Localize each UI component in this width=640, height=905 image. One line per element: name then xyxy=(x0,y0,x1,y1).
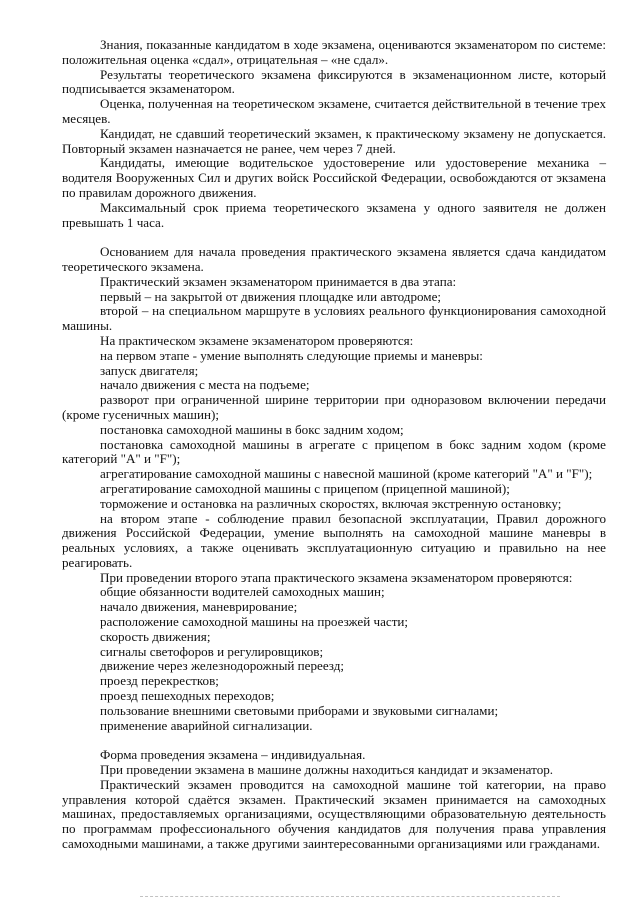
paragraph: проезд пешеходных переходов; xyxy=(100,688,275,704)
paragraph: начало движения, маневрирование; xyxy=(100,599,298,615)
paragraph: пользование внешними световыми приборами и звуковыми сигналами; xyxy=(100,702,499,718)
paragraph: постановка самоходной машины в агрегате с прицепом в бокс задним ходом (кроме категорий "A" и "F"); xyxy=(62,436,606,467)
paragraph: на втором этапе - соблюдение правил безопасной эксплуатации, Правил дорожного движения Российской Федерации, умение выполнять на самоходной машине маневры в реальных условиях, а также оценивать эксплуатационную ситуацию и правильно на нее реагировать. xyxy=(62,510,606,570)
paragraph: Кандидаты, имеющие водительское удостоверение или удостоверение механика – водителя Вооруженных Сил и других войск Российской Федерации, освобождаются от экзамена по правилам дорожного движения. xyxy=(62,155,606,200)
paragraph: сигналы светофоров и регулировщиков; xyxy=(100,643,324,659)
paragraph: Практический экзамен проводится на самоходной машине той категории, на право управления которой сдаётся экзамен. Практический экзамен принимается на самоходных машинах, предоставляемых организациями, осуществляющими образовательную деятельность по программам профессионального обучения кандидатов для получения права управления самоходными машинами, а также другими заинтересованными организациями или гражданами. xyxy=(62,776,606,852)
paragraph: агрегатирование самоходной машины с навесной машиной (кроме категорий "A" и "F"); xyxy=(100,466,593,482)
paragraph: общие обязанности водителей самоходных машин; xyxy=(100,584,385,600)
document-body xyxy=(62,38,606,852)
paragraph: Кандидат, не сдавший теоретический экзамен, к практическому экзамену не допускается. Повторный экзамен назначается не ранее, чем через 7 дней. xyxy=(62,125,606,156)
paragraph: проезд перекрестков; xyxy=(100,673,219,689)
paragraph: Оценка, полученная на теоретическом экзамене, считается действительной в течение трех месяцев. xyxy=(62,96,606,126)
paragraph: на первом этапе - умение выполнять следующие приемы и маневры: xyxy=(100,347,483,363)
paragraph: Основанием для начала проведения практического экзамена является сдача кандидатом теоретического экзамена. xyxy=(62,244,606,274)
paragraph: применение аварийной сигнализации. xyxy=(100,717,313,733)
paragraph: постановка самоходной машины в бокс задним ходом; xyxy=(100,421,404,437)
paragraph: агрегатирование самоходной машины с прицепом (прицепной машиной); xyxy=(100,480,510,496)
paragraph: первый – на закрытой от движения площадке или автодроме; xyxy=(100,288,442,304)
paragraph: расположение самоходной машины на проезжей части; xyxy=(100,614,409,630)
paragraph: При проведении экзамена в машине должны находиться кандидат и экзаменатор. xyxy=(100,762,554,778)
paragraph: Форма проведения экзамена – индивидуальная. xyxy=(100,747,366,763)
paragraph: скорость движения; xyxy=(100,628,211,644)
scan-edge-artifact xyxy=(140,896,560,901)
paragraph: движение через железнодорожный переезд; xyxy=(100,658,345,674)
paragraph: второй – на специальном маршруте в условиях реального функционирования самоходной машины. xyxy=(62,303,606,334)
paragraph: Практический экзамен экзаменатором принимается в два этапа: xyxy=(100,273,457,289)
paragraph: запуск двигателя; xyxy=(100,362,199,378)
paragraph: Максимальный срок приема теоретического экзамена у одного заявителя не должен превышать 1 часа. xyxy=(62,199,606,230)
paragraph: Знания, показанные кандидатом в ходе экзамена, оцениваются экзаменатором по системе: положительная оценка «сдал», отрицательная – «не сдал». xyxy=(62,37,606,67)
paragraph: торможение и остановка на различных скоростях, включая экстренную остановку; xyxy=(100,495,562,511)
paragraph: На практическом экзамене экзаменатором проверяются: xyxy=(100,332,414,348)
paragraph: начало движения с места на подъеме; xyxy=(100,377,310,393)
paragraph: При проведении второго этапа практического экзамена экзаменатором проверяются: xyxy=(100,569,573,585)
paragraph: Результаты теоретического экзамена фиксируются в экзаменационном листе, который подписывается экзаменатором. xyxy=(62,66,606,97)
paragraph: разворот при ограниченной ширине территории при одноразовом включении передачи (кроме гусеничных машин); xyxy=(62,392,606,422)
